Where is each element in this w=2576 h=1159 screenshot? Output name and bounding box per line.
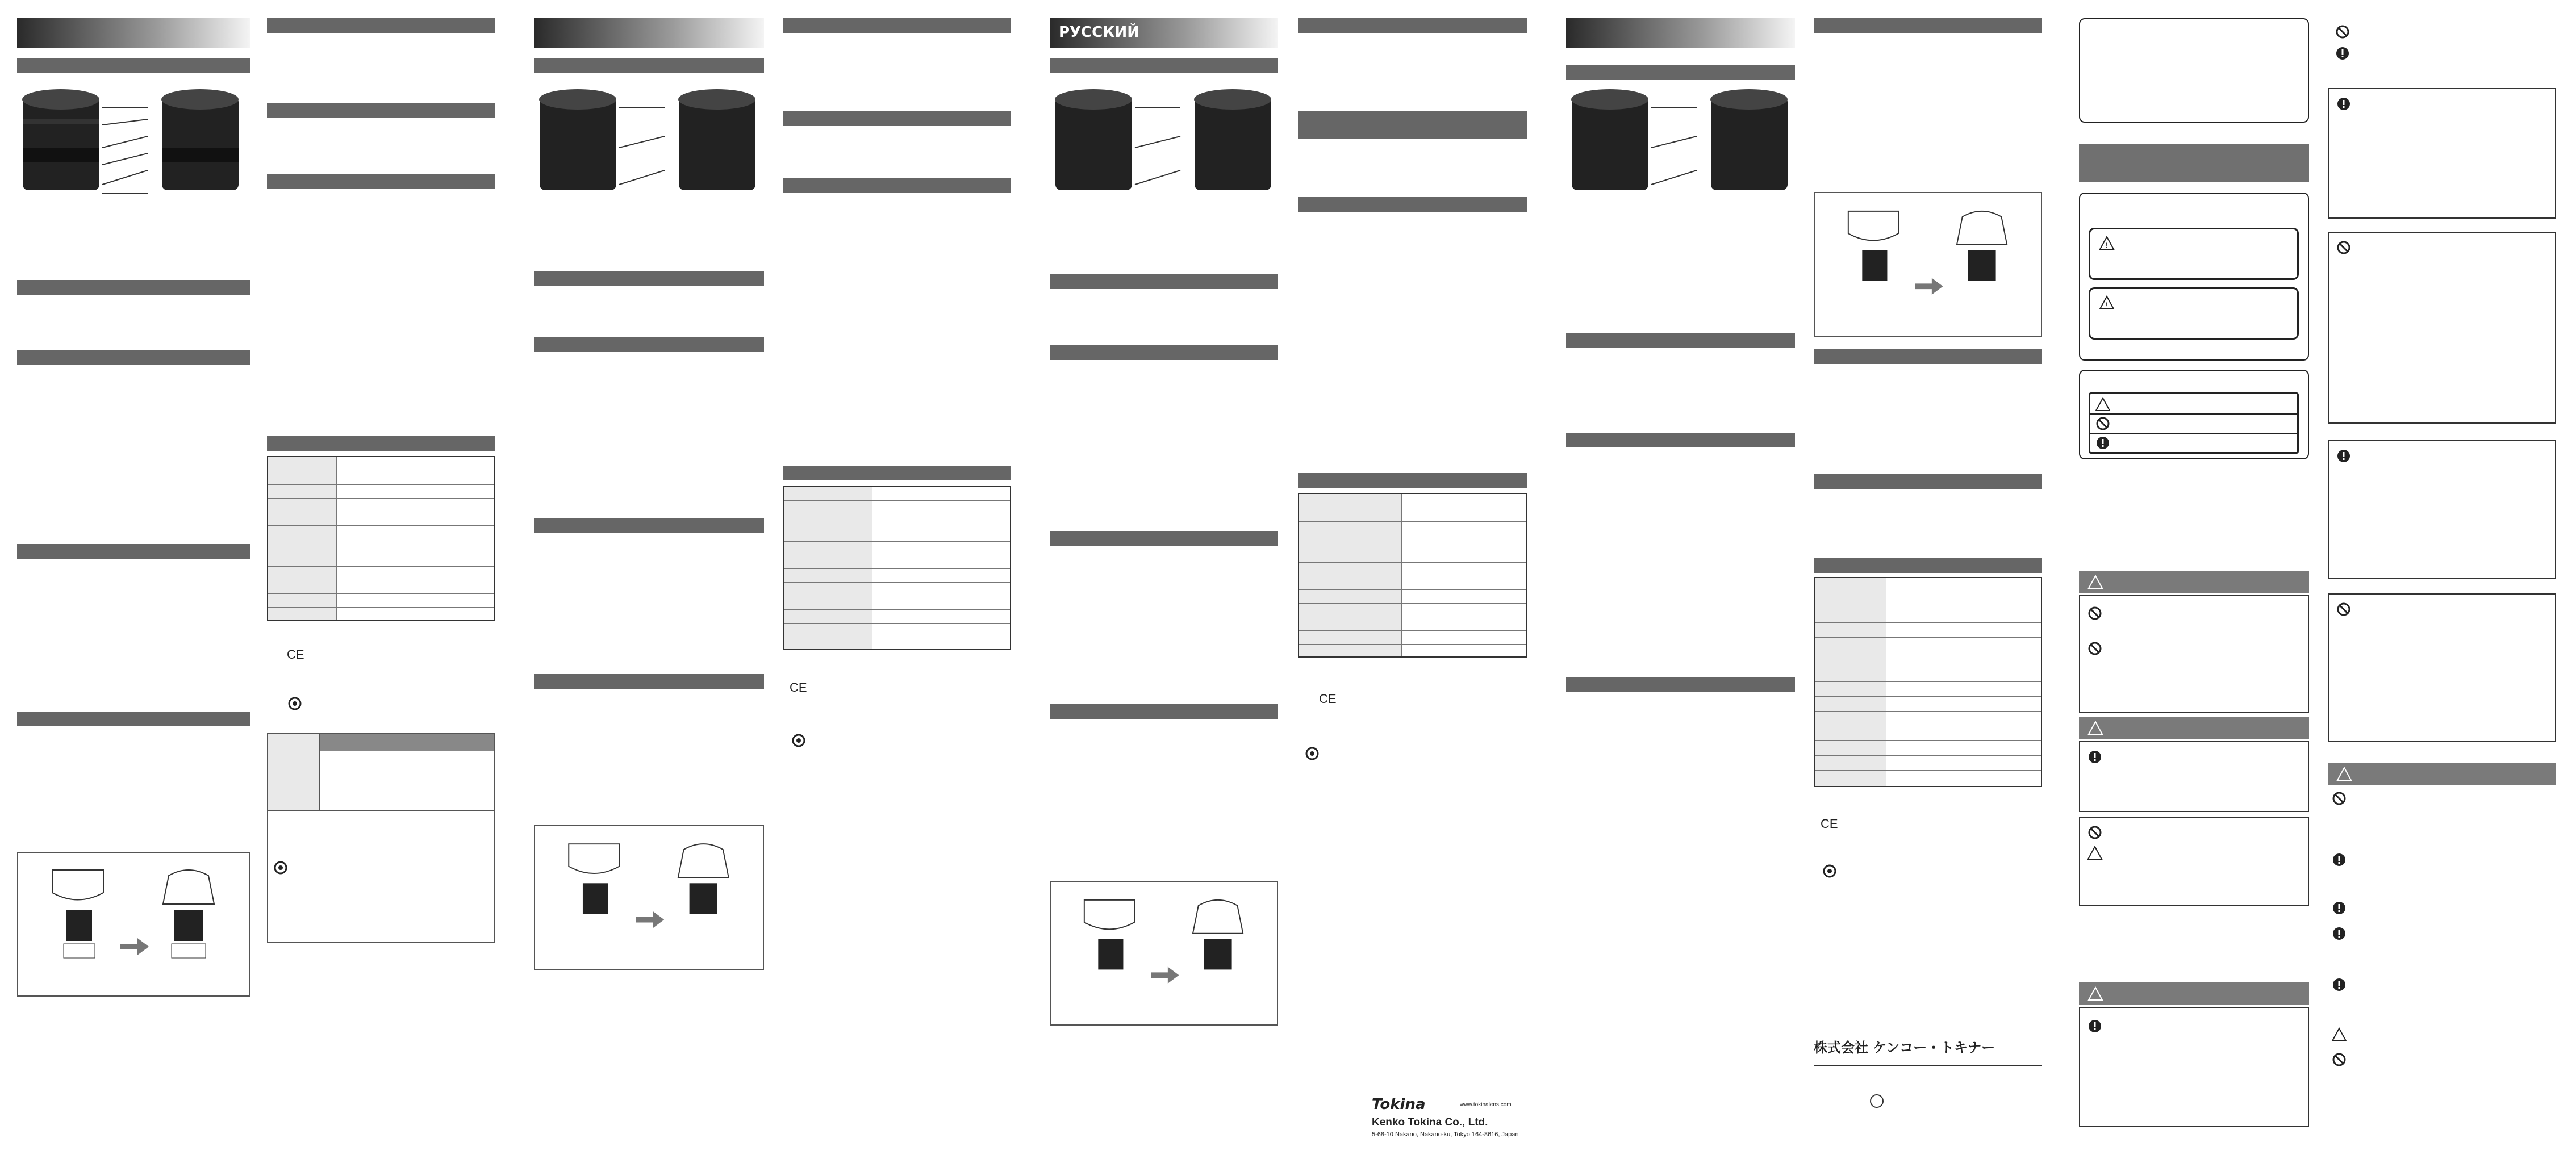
warning-triangle-icon (2099, 295, 2115, 311)
mandatory-icon (2331, 852, 2347, 868)
warning-triangle-icon (2095, 396, 2111, 412)
symbol-legend-table (2089, 392, 2299, 454)
section-bar (1298, 197, 1527, 212)
section-header-bar (17, 18, 250, 48)
hood-diagram (17, 852, 250, 997)
section-bar (1814, 18, 2042, 33)
lens-icon (1566, 85, 1799, 199)
section-bar (1050, 704, 1278, 719)
hood-diagram-icon (1051, 882, 1277, 1024)
mandatory-icon (2331, 977, 2347, 993)
hood-diagram-icon (535, 826, 763, 969)
mandatory-icon (2336, 96, 2352, 112)
prohibited-icon (2087, 641, 2103, 656)
back-cover-logo (1372, 1096, 1531, 1147)
hood-diagram (1050, 881, 1278, 1026)
section-bar (1298, 111, 1527, 139)
company-address: 5-68-10 Nakano, Nakano-ku, Tokyo 164-8616, Japan (1372, 1131, 1519, 1138)
warning-section-head (2079, 571, 2309, 593)
section-bar (1814, 349, 2042, 364)
section-bar (534, 674, 764, 689)
recycle-icon (273, 860, 289, 876)
recycle-icon (287, 696, 303, 712)
tokina-url: www.tokinalens.com (1460, 1102, 1512, 1108)
recycle-icon (791, 733, 807, 748)
section-bar (17, 280, 250, 295)
lens-icon (534, 85, 767, 199)
section-bar (1050, 274, 1278, 289)
hood-diagram (534, 825, 764, 970)
section-bar (17, 544, 250, 559)
section-bar (783, 178, 1011, 193)
section-bar (1566, 333, 1795, 348)
lens-icon (17, 85, 250, 199)
caution-section-head (2079, 982, 2309, 1005)
hood-diagram-icon (18, 853, 249, 995)
mandatory-icon (2335, 45, 2350, 61)
mandatory-icon (2336, 448, 2352, 464)
language-label: РУССКИЙ (1059, 24, 1140, 41)
section-bar (783, 111, 1011, 126)
caution-section-head (2328, 763, 2556, 785)
spec-table (1298, 493, 1527, 658)
prohibited-icon (2336, 240, 2352, 256)
warning-illustration-box (2079, 817, 2309, 906)
hood-diagram (1814, 192, 2042, 337)
mandatory-icon (2331, 926, 2347, 942)
hood-diagram-icon (1815, 193, 2041, 336)
language-header-bar (1050, 18, 1278, 48)
warning-illustration-box (2079, 595, 2309, 713)
spec-table (1814, 577, 2042, 787)
warning-triangle-icon (2087, 845, 2103, 861)
section-bar (17, 712, 250, 726)
notice-box (2079, 18, 2309, 123)
mandatory-icon (2331, 900, 2347, 916)
mandatory-icon (2087, 749, 2103, 765)
prohibited-icon (2087, 825, 2103, 840)
section-bar (1814, 558, 2042, 573)
caution-illustration-box (2328, 232, 2556, 424)
section-bar (1298, 18, 1527, 33)
warning-triangle-icon (2087, 574, 2103, 590)
section-bar (1566, 433, 1795, 447)
ce-mark: CE (790, 680, 807, 694)
caution-illustration-box (2079, 1007, 2309, 1127)
prohibited-icon (2331, 790, 2347, 806)
caution-illustration-box (2328, 88, 2556, 219)
section-bar (534, 337, 764, 352)
prohibited-icon (2335, 24, 2350, 40)
prohibited-icon (2336, 601, 2352, 617)
caution-illustration-box (2328, 440, 2556, 579)
section-bar (1050, 531, 1278, 546)
warning-triangle-icon (2087, 720, 2103, 736)
ce-mark: CE (1821, 817, 1838, 831)
section-bar (534, 271, 764, 286)
spec-table (267, 456, 495, 621)
section-header-bar (534, 18, 764, 48)
section-bar (783, 466, 1011, 480)
japanese-company-block (1814, 1031, 2042, 1066)
section-bar (1298, 473, 1527, 488)
caution-definition (2089, 287, 2299, 340)
section-bar (783, 18, 1011, 33)
warning-illustration-box (2079, 741, 2309, 812)
section-header-bar (1566, 18, 1795, 48)
ce-mark: CE (1319, 692, 1337, 706)
svg-text:!: ! (2106, 241, 2108, 249)
prohibited-icon (2095, 416, 2111, 432)
section-bar (1050, 58, 1278, 73)
section-bar (267, 174, 495, 189)
section-bar (534, 518, 764, 533)
mandatory-icon (2095, 435, 2111, 451)
warning-legend-box (2079, 193, 2309, 361)
recycle-icon (1869, 1093, 1885, 1109)
symbol-legend-box (2079, 370, 2309, 459)
section-bar (267, 18, 495, 33)
prohibited-icon (2331, 1052, 2347, 1068)
recycle-icon (1304, 746, 1320, 761)
caution-illustration-box (2328, 593, 2556, 742)
section-bar (17, 58, 250, 73)
mandatory-icon (2087, 1018, 2103, 1034)
lens-icon (1050, 85, 1283, 199)
spec-table (783, 486, 1011, 650)
svg-text:!: ! (2106, 301, 2108, 309)
recycle-icon (1822, 863, 1838, 879)
warning-triangle-icon (2099, 235, 2115, 251)
instruction-row (2328, 18, 2556, 72)
section-bar (1566, 677, 1795, 692)
warning-triangle-icon (2087, 986, 2103, 1002)
section-bar (1814, 474, 2042, 489)
company-name: Kenko Tokina Co., Ltd. (1372, 1116, 1488, 1128)
disposal-info-box (267, 733, 495, 943)
section-bar (534, 58, 764, 73)
warning-definition (2089, 228, 2299, 280)
section-bar (267, 103, 495, 118)
section-bar (17, 350, 250, 365)
safety-title-bar (2079, 144, 2309, 182)
warning-triangle-icon (2336, 766, 2352, 782)
warning-section-head (2079, 717, 2309, 739)
tokina-brand: Tokina (1372, 1096, 1426, 1113)
section-bar (1050, 345, 1278, 360)
section-bar (1566, 65, 1795, 80)
prohibited-icon (2087, 605, 2103, 621)
section-bar (267, 436, 495, 451)
ce-mark: CE (287, 647, 304, 662)
warning-triangle-icon (2331, 1027, 2347, 1043)
japanese-company-name: 株式会社 ケンコー・トキナー (1814, 1040, 1995, 1056)
